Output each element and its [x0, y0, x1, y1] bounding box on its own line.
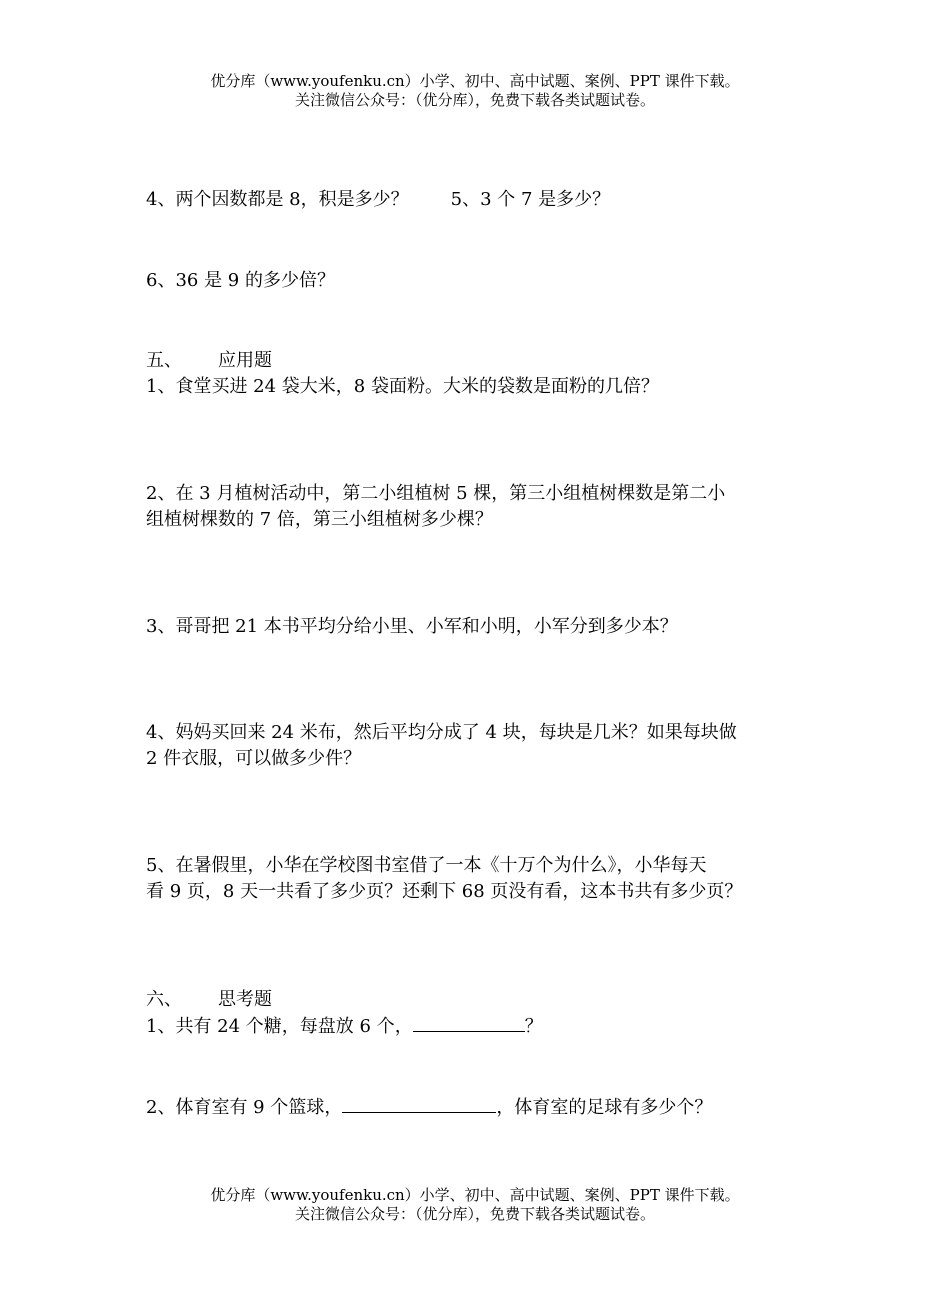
app-question-3: 3、哥哥把 21 本书平均分给小里、小军和小明，小军分到多少本？: [146, 616, 678, 637]
question-6: 6、36 是 9 的多少倍？: [146, 270, 335, 291]
page-footer: [0, 1186, 950, 1224]
section-5-title: 应用题: [218, 350, 272, 371]
footer-line-1: 优分库（www.youfenku.cn）小学、初中、高中试题、案例、PPT 课件下载。: [210, 1186, 740, 1204]
think-question-1-suffix: ？: [524, 1016, 543, 1037]
question-5: 5、3 个 7 是多少？: [450, 189, 611, 210]
think-question-1: [146, 1013, 543, 1040]
header-line-2: 关注微信公众号：（优分库），免费下载各类试题试卷。: [294, 91, 655, 109]
think-question-2-suffix: ，体育室的足球有多少个？: [496, 1097, 713, 1118]
think-question-1-prefix: 1、共有 24 个糖，每盘放 6 个，: [146, 1016, 413, 1037]
think-question-2-prefix: 2、体育室有 9 个篮球，: [146, 1097, 343, 1118]
app-question-2-line-2: 组植树棵数的 7 倍，第三小组植树多少棵？: [146, 509, 493, 530]
app-question-4-line-1: 4、妈妈买回来 24 米布，然后平均分成了 4 块，每块是几米？如果每块做: [146, 722, 737, 743]
app-question-5-line-1: 5、在暑假里，小华在学校图书室借了一本《十万个为什么》，小华每天: [146, 855, 707, 876]
answer-blank-2[interactable]: [342, 1094, 496, 1113]
footer-line-2: 关注微信公众号：（优分库），免费下载各类试题试卷。: [294, 1205, 655, 1223]
section-5-heading: [146, 349, 272, 373]
app-question-5-line-2: 看 9 页，8 天一共看了多少页？还剩下 68 页没有看，这本书共有多少页？: [146, 881, 743, 902]
header-line-1: 优分库（www.youfenku.cn）小学、初中、高中试题、案例、PPT 课件下载。: [210, 72, 740, 90]
app-question-2-line-1: 2、在 3 月植树活动中，第二小组植树 5 棵，第三小组植树棵数是第二小: [146, 483, 726, 504]
app-question-1: 1、食堂买进 24 袋大米，8 袋面粉。大米的袋数是面粉的几倍？: [146, 376, 659, 397]
section-6-heading: [146, 988, 272, 1012]
app-question-4-line-2: 2 件衣服，可以做多少件？: [146, 748, 362, 769]
section-6-title: 思考题: [218, 989, 272, 1010]
question-4: 4、两个因数都是 8，积是多少？: [146, 189, 409, 210]
think-question-2: [146, 1094, 712, 1121]
section-5-number: 五、: [146, 350, 182, 371]
section-6-number: 六、: [146, 989, 182, 1010]
question-4-row: [146, 187, 610, 213]
answer-blank-1[interactable]: [413, 1013, 525, 1032]
page-header: [0, 72, 950, 110]
